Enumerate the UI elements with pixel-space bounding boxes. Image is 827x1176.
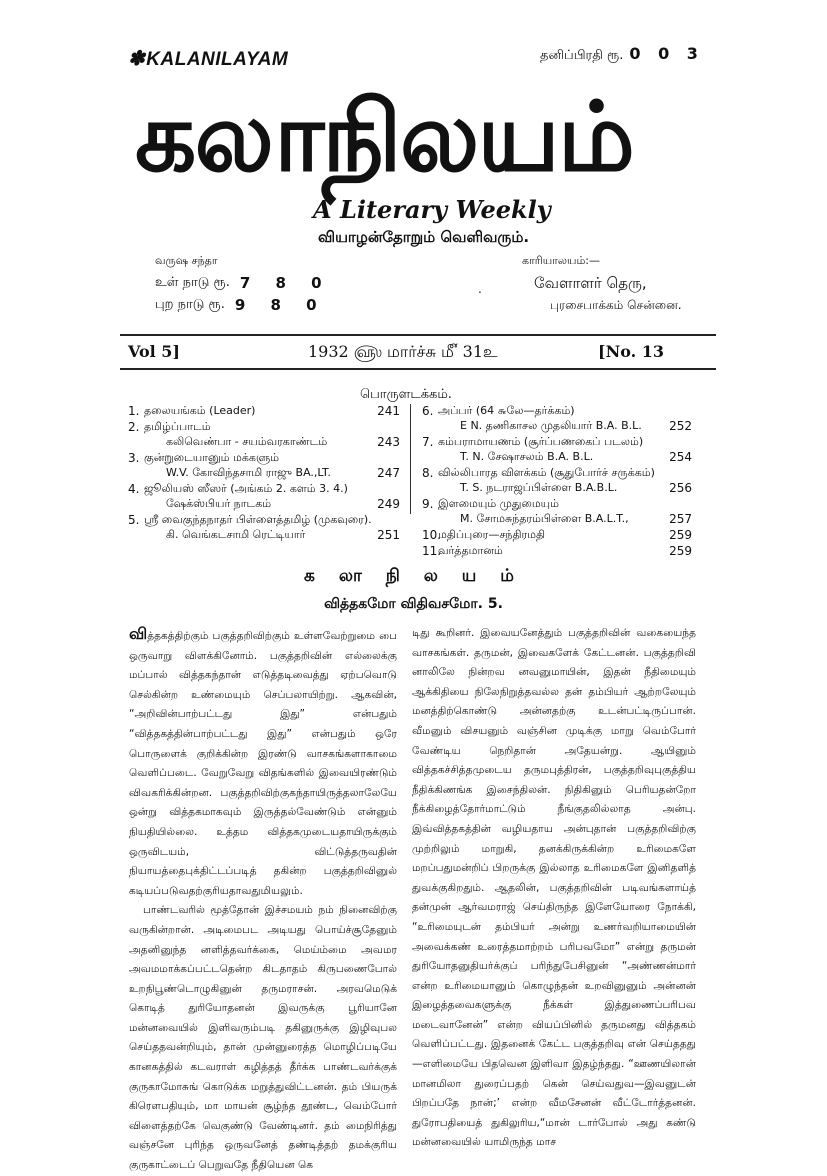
contents-item-title: ஜூலியஸ் ஸீஸர் (அங்கம் 2. களம் 3. 4.) <box>144 482 348 495</box>
contents-item-number: 2. <box>128 420 140 434</box>
contents-item-body <box>438 544 692 559</box>
contents-item <box>128 420 400 450</box>
contents-divider <box>410 404 411 514</box>
contents-item-line <box>438 404 692 419</box>
contents-item-title: குன்றுடையானும் மக்களும் <box>144 451 279 464</box>
contents-item-body <box>144 482 400 512</box>
article-title: க லா நி ல ய ம் <box>304 566 523 586</box>
contents-item-title: வில்லிபாரத விளக்கம் (சூதுபோர்ச் சருக்கம்) <box>438 466 655 479</box>
subscription-block <box>155 250 332 316</box>
article-subtitle: வித்தகமோ விதிவசமோ. 5. <box>324 596 503 612</box>
contents-item-line <box>144 513 400 528</box>
contents-item-body <box>438 466 692 496</box>
contents-item-page: 247 <box>377 466 400 480</box>
contents-item-title: மதிப்புரை—சந்திரமதி <box>438 528 546 541</box>
contents-item-line <box>438 512 692 527</box>
contents-item-author: கி. வெங்கடசாமி ரெட்டியார் <box>166 528 306 541</box>
contents-item-title: தலையங்கம் (Leader) <box>144 404 256 417</box>
contents-item <box>422 435 692 465</box>
contents-item-line <box>438 435 692 450</box>
issue-date: 1932 ௵ மார்ச்சு ௴ 31உ <box>308 342 498 361</box>
contents-item-title: ஸ்ரீ வைகுந்தநாதர் பிள்ளைத்தமிழ் (முகவுரை). <box>144 513 372 526</box>
contents-item-author: T. N. சேஷாசலம் B.A. B.L. <box>460 450 594 463</box>
contents-item <box>128 513 400 543</box>
contents-item-number: 3. <box>128 451 140 465</box>
contents-item <box>128 404 400 419</box>
contents-item-author: M. சோமசுந்தரம்பிள்ளை B.A.L.T., <box>460 512 629 525</box>
contents-item-line <box>438 466 692 481</box>
brand-logo-en: ✽KALANILAYAM <box>128 48 289 70</box>
bottom-rule <box>120 368 716 370</box>
contents-item-page: 254 <box>669 450 692 464</box>
contents-item-page: 252 <box>669 419 692 433</box>
contents-item-line <box>438 497 692 512</box>
contents-item-body <box>144 513 400 543</box>
subscription-label: வருஷ சந்தா <box>155 254 218 267</box>
contents-item-body <box>438 528 692 543</box>
contents-item-number: 9. <box>422 497 434 511</box>
contents-item-author: கலிவெண்பா - சயம்வரகாண்டம் <box>166 435 328 448</box>
contents-item-author: E N. தணிகாசல முதலியார் B.A. B.L. <box>460 419 642 432</box>
contents-item-line <box>144 497 400 512</box>
contents-item-line <box>438 528 692 543</box>
inland-price-row: உள் நாடு ரூ. 7 8 0 <box>155 274 332 292</box>
contents-item-body <box>438 435 692 465</box>
contents-item-title: கம்பராமாயணம் (சூர்ப்பணகைப் படலம்) <box>438 435 644 448</box>
contents-item-title: இளமையும் முதுமையும் <box>438 497 559 510</box>
contents-item-line <box>438 544 692 559</box>
contents-item <box>128 482 400 512</box>
contents-item-line <box>144 404 400 419</box>
contents-right-column <box>422 404 692 560</box>
contents-item-number: 7. <box>422 435 434 449</box>
brand-star-icon: ✽ <box>128 48 146 70</box>
contents-item-number: 6. <box>422 404 434 418</box>
contents-item <box>422 497 692 527</box>
issue-number: [No. 13 <box>598 342 664 361</box>
contents-item <box>422 544 692 559</box>
contents-item-number: 1. <box>128 404 140 418</box>
contents-item-page: 241 <box>377 404 400 418</box>
contents-item-body <box>144 451 400 481</box>
contents-item-author: T. S. நடராஜப்பிள்ளை B.A.B.L. <box>460 481 618 494</box>
contents-item-line <box>144 482 400 497</box>
contents-item <box>128 451 400 481</box>
drop-cap: வி <box>129 624 148 643</box>
article-paragraph: பாண்டவரில் மூத்தோன் இச்சமயம் நம் நினைவிற்கு வருகின்றான். அடிமைபட அடியது பொய்ச்சூதேனும் அதனினுந்த னளித்தவர்க்கை, மெய்ம்மை அவமர அவமமாக்கப்பட்டதென்ற கிடதாதம் கிருபணைபோல் உறநிபூண்டொழுகினுன் தருமராசன். அரவமெடுக் கொடித் துரியோதனன் இவருக்கு பூரியானே மன்னவையில் இளிவரும்படி தகினுருக்கு இழிவுபல செய்ததவன்றியும், தான் முன்னுரைத்த மொழிப்படியே கானகத்தில் கடவராள் கழித்தத் தீர்க்க பாண்டவர்க்குக் குருகாமோசுங் கொடுக்க மறுத்துவிட்டனன். தம் பியருக் கிரௌபதியும், மா மாயன் சூழ்ந்த தூண்ட, வெம்போர் விளைத்தற்கே வெகுண்டு வேண்டினர். தம் மைநிரித்து வஞ்சனே புரிந்த ஒருவனேத் தண்டித்தற் தமக்குரிய குருகாட்டைப் பெறுவதே நீதியென கெ <box>129 904 397 1172</box>
article-paragraph: வித்தகத்திற்கும் பகுத்தறிவிற்கும் உள்ளவேற்றுமை பை ஒருவாறு விளக்கினோம். பகுத்தறிவின் எல்லைக்கு மப்பால் வித்தகந்தான் எடுத்தடிவைத்து ஏற்பவொடு செல்கின்ற உண்மையும் செப்பலாயிற்று. ஆகவின், “அறிவின்பாற்பட்டது இது” என்பதும் “வித்தகத்தின்பாற்பட்டது இது” என்பதும் ஒரே பொருளைக் குறிக்கின்ற இரண்டு வாசகங்களாகாமை வெளிப்படை. வேறுவேறு விதங்களில் இவையிரண்டும் விவகரிக்கின்றன. பகுத்தறிவிற்குகந்தாயிருத்தலாலேயே ஒன்று வித்தகமாகவும் இருத்தல்வேண்டும் என்னும் நியதியில்லை. உத்தம வித்தகமுடையதாயிருக்கும் ஒருவிடயம், விட்டுத்தருவதின் நியாயத்தைபுக்திட்டப்படித் தகின்ற பகுத்தறிவினுல் கடியப்படுவதற்குரியதாவதுமியலும். <box>129 624 397 897</box>
contents-item-author: W.V. கோவிந்தசாமி ராஜு BA.,LT. <box>166 466 331 479</box>
contents-item-number: 11. <box>422 544 442 558</box>
contents-item-page: 251 <box>377 528 400 542</box>
single-copy-price: தனிப்பிரதி ரூ. 0 0 3 <box>540 44 704 63</box>
contents-item <box>422 404 692 434</box>
contents-item-line <box>144 435 400 450</box>
issue-row <box>128 342 708 363</box>
contents-heading: பொருளடக்கம். <box>360 387 452 402</box>
office-street: வேளாளர் தெரு, <box>534 274 647 292</box>
contents-item-page: 249 <box>377 497 400 511</box>
contents-item-number: 5. <box>128 513 140 527</box>
office-address <box>522 250 682 316</box>
article-column-right <box>412 624 696 1153</box>
article-column-left <box>129 624 397 1176</box>
contents-item-page: 259 <box>669 544 692 558</box>
masthead-subtitle-ta: வியாழன்தோறும் வெளிவரும். <box>318 228 530 246</box>
contents-item-line <box>144 420 400 435</box>
contents-item-number: 4. <box>128 482 140 496</box>
contents-item-line <box>144 451 400 466</box>
masthead-subtitle-en: A Literary Weekly <box>313 195 551 224</box>
foreign-price-row: புற நாடு ரூ. 9 8 0 <box>155 296 327 314</box>
contents-item-page: 256 <box>669 481 692 495</box>
contents-left-column <box>128 404 400 544</box>
contents-item-page: 259 <box>669 528 692 542</box>
contents-item-author: ஷேக்ஸ்பியர் நாடகம் <box>166 497 272 510</box>
masthead-title: கலாநிலயம் <box>135 81 633 193</box>
contents-item-number: 10. <box>422 528 442 542</box>
contents-item-page: 243 <box>377 435 400 449</box>
contents-item-body <box>144 404 400 419</box>
contents-item-page: 257 <box>669 512 692 526</box>
contents-item-line <box>438 450 692 465</box>
article-paragraph: டிது கூறினர். இவையனேத்தும் பகுத்தறிவின் வகையைந்த வாசகங்கள். தருமன், இவைகளேக் கேட்டனன். பகுத்தறிவி னாலிலே நின்றவ னவனுமாயின், இதன் நீதிமையும் ஆக்கிதியை நிலேநிறுத்தவல்ல தன் தம்பியர் ஆற்றலேயும் மனத்திற்கொண்டு அன்னதற்கு உடன்பட்டிருப்பான். வீமனும் விசயனும் வஞ்சின முடிக்கு மாறு வெம்போர் வேண்டிய நெறிதான் அதேயன்று. ஆயினும் வித்தகச்சித்தமுடைய தருமபுத்திரன், பகுத்தறிவுபுகுத்திய நீதிக்கிணங்க இசைந்திலன். நிதிகினும் பெரியதன்றோ நீக்கிழைத்தோர்மாட்டும் நீங்குதலில்லாத அன்பு. இவ்வித்தகத்தின் வழியதாய அன்புதான் பகுத்தறிவிற்கு முற்றிலும் மாறுகி, தனக்கிருக்கின்ற உரிமைகளே மறப்பதுமன்றிப் பிறருக்கு இல்லாத உரிமைகளே இனிதளித் துவக்குகிறதும். ஆதலின், பகுத்தறிவின் படிவங்களாய்த் தன்முன் ஆர்வமராஜ் செய்திருந்த இளேயோரை நோக்கி, “உரிமையுடன் தம்பியர் அன்று உணர்வறியாமையின் அவைக்கண் உரைத்தமாற்றம் பரிபவமோ” என்று தருமன் துரியோதனுதியர்க்குப் பரிந்துபேசினுன் “அண்ணன்மார் என்ற உரிமையானும் கொழுந்தன் உறவினுனும் அன்னன் இழைத்தவைகளுக்கு நீக்கள் இத்துணைப்பரிபவ மடைவானேன்” என்ற வியப்பினில் தருமனது வித்தகம் வெளிப்பட்டது. இதனைக் கேட்ட பகுத்தறிவு என் செய்ததது—எளிமையே பிதவென இளிவா இதழ்ந்தது. “ஊணயிலான் மானமிலா துரைப்பதற் கென் செய்வதுவ—இவனுடன் பிறப்பதே நான்;’ என்ற வீமசேனன் வீட்டோர்த்தனன். துரோபதியைத் துகிலுரிய,“மான் டார்போல் அது கண்டு மன்னவையில் யாமிருந்த மாச <box>412 627 696 1149</box>
office-label: காரியாலயம்:— <box>522 254 600 267</box>
contents-item-title: வர்த்தமானம் <box>438 544 503 557</box>
contents-item-line <box>438 481 692 496</box>
contents-item-number: 8. <box>422 466 434 480</box>
top-rule <box>120 334 716 336</box>
contents-item-line <box>144 528 400 543</box>
contents-item-line <box>438 419 692 434</box>
office-city: புரசைபாக்கம் சென்னை. <box>550 298 682 312</box>
separator-dot: . <box>478 282 482 296</box>
contents-item-body <box>144 420 400 450</box>
contents-item <box>422 528 692 543</box>
contents-item-body <box>438 497 692 527</box>
contents-item-body <box>438 404 692 434</box>
contents-item-line <box>144 466 400 481</box>
contents-item-title: தமிழ்ப்பாடம் <box>144 420 211 433</box>
contents-item <box>422 466 692 496</box>
contents-item-title: அப்பர் (64 ௬லே—தர்க்கம்) <box>438 404 575 417</box>
volume-number: Vol 5] <box>128 342 180 361</box>
